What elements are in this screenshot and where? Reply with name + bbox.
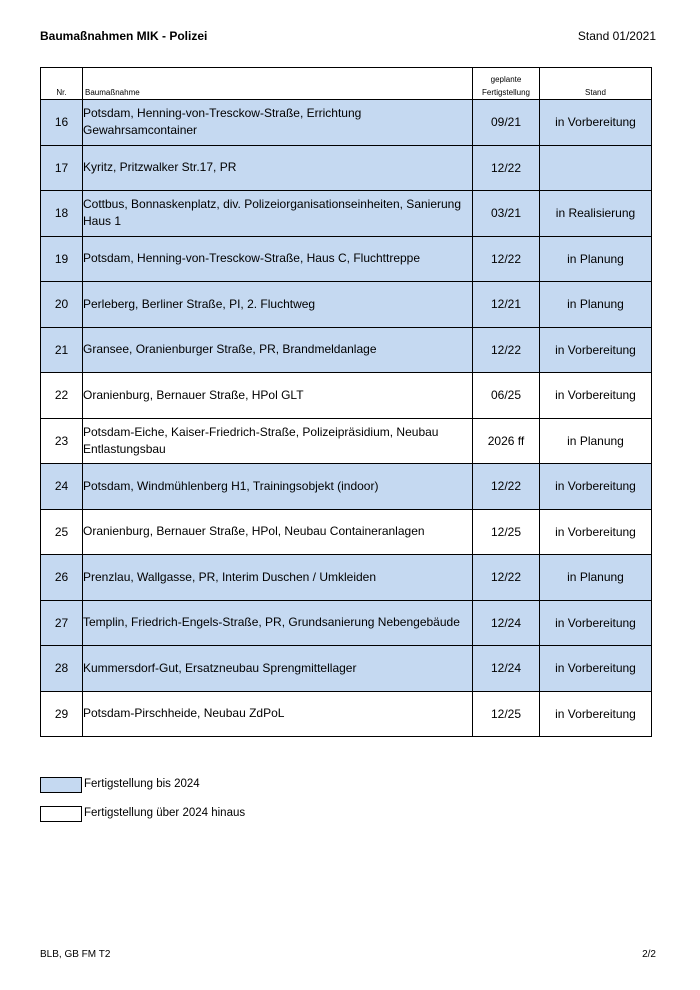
- row-name: Potsdam, Henning-von-Tresckow-Straße, Errichtung Gewahrsamcontainer: [83, 100, 473, 146]
- row-nr: 24: [41, 464, 83, 510]
- row-completion: 12/22: [473, 555, 540, 601]
- row-name: Gransee, Oranienburger Straße, PR, Brandmeldanlage: [83, 327, 473, 373]
- legend-swatch-white: [40, 806, 82, 822]
- table-body: [41, 100, 652, 737]
- row-status: in Vorbereitung: [540, 646, 652, 692]
- row-nr: 25: [41, 509, 83, 555]
- header-name: Baumaßnahme: [83, 68, 473, 100]
- row-completion: 09/21: [473, 100, 540, 146]
- row-completion: 12/22: [473, 145, 540, 191]
- table-row: [41, 327, 652, 373]
- row-status: in Vorbereitung: [540, 373, 652, 419]
- table-header-row: [41, 68, 652, 100]
- row-nr: 17: [41, 145, 83, 191]
- table-row: [41, 691, 652, 737]
- row-name: Potsdam, Henning-von-Tresckow-Straße, Haus C, Fluchttreppe: [83, 236, 473, 282]
- row-status: in Vorbereitung: [540, 509, 652, 555]
- row-completion: 03/21: [473, 191, 540, 237]
- legend-swatch-blue: [40, 777, 82, 793]
- row-nr: 29: [41, 691, 83, 737]
- header-nr: Nr.: [41, 68, 83, 100]
- row-completion: 12/22: [473, 464, 540, 510]
- row-status: in Planung: [540, 282, 652, 328]
- row-nr: 27: [41, 600, 83, 646]
- row-nr: 23: [41, 418, 83, 464]
- document-stand-date: Stand 01/2021: [577, 29, 656, 43]
- row-status: in Vorbereitung: [540, 327, 652, 373]
- footer-org: BLB, GB FM T2: [40, 949, 111, 960]
- table-row: [41, 464, 652, 510]
- table-row: [41, 191, 652, 237]
- table-row: [41, 100, 652, 146]
- row-status: in Vorbereitung: [540, 600, 652, 646]
- row-status: in Realisierung: [540, 191, 652, 237]
- row-status: in Vorbereitung: [540, 100, 652, 146]
- header-completion-line1: geplante: [490, 75, 522, 84]
- row-nr: 26: [41, 555, 83, 601]
- row-name: Oranienburg, Bernauer Straße, HPol GLT: [83, 373, 473, 419]
- row-completion: 12/24: [473, 600, 540, 646]
- row-status: in Vorbereitung: [540, 691, 652, 737]
- row-name: Perleberg, Berliner Straße, PI, 2. Fluchtweg: [83, 282, 473, 328]
- table-row: [41, 373, 652, 419]
- row-completion: 12/25: [473, 691, 540, 737]
- row-name: Templin, Friedrich-Engels-Straße, PR, Grundsanierung Nebengebäude: [83, 600, 473, 646]
- row-name: Potsdam, Windmühlenberg H1, Trainingsobjekt (indoor): [83, 464, 473, 510]
- row-nr: 22: [41, 373, 83, 419]
- row-nr: 19: [41, 236, 83, 282]
- table-row: [41, 555, 652, 601]
- measures-table: [40, 67, 652, 737]
- table-row: [41, 600, 652, 646]
- row-completion: 12/21: [473, 282, 540, 328]
- row-nr: 20: [41, 282, 83, 328]
- row-name: Kummersdorf-Gut, Ersatzneubau Sprengmittellager: [83, 646, 473, 692]
- row-status: [540, 145, 652, 191]
- table-row: [41, 509, 652, 555]
- row-nr: 28: [41, 646, 83, 692]
- legend-label-white: Fertigstellung über 2024 hinaus: [84, 807, 246, 819]
- row-nr: 21: [41, 327, 83, 373]
- row-nr: 18: [41, 191, 83, 237]
- row-completion: 12/22: [473, 236, 540, 282]
- legend-label-blue: Fertigstellung bis 2024: [84, 778, 200, 790]
- row-status: in Vorbereitung: [540, 464, 652, 510]
- table-row: [41, 236, 652, 282]
- row-completion: 12/22: [473, 327, 540, 373]
- row-name: Kyritz, Pritzwalker Str.17, PR: [83, 145, 473, 191]
- table-row: [41, 418, 652, 464]
- row-completion: 12/25: [473, 509, 540, 555]
- table-row: [41, 145, 652, 191]
- document-title: Baumaßnahmen MIK - Polizei: [40, 29, 208, 43]
- row-name: Oranienburg, Bernauer Straße, HPol, Neubau Containeranlagen: [83, 509, 473, 555]
- header-status: Stand: [540, 68, 652, 100]
- row-name: Cottbus, Bonnaskenplatz, div. Polizeiorganisationseinheiten, Sanierung Haus 1: [83, 191, 473, 237]
- row-name: Potsdam-Eiche, Kaiser-Friedrich-Straße, Polizeipräsidium, Neubau Entlastungsbau: [83, 418, 473, 464]
- row-name: Prenzlau, Wallgasse, PR, Interim Duschen / Umkleiden: [83, 555, 473, 601]
- header-completion-line2: Fertigstellung: [481, 88, 531, 97]
- row-completion: 12/24: [473, 646, 540, 692]
- row-status: in Planung: [540, 555, 652, 601]
- row-completion: 06/25: [473, 373, 540, 419]
- footer-page-number: 2/2: [642, 949, 656, 960]
- row-completion: 2026 ff: [473, 418, 540, 464]
- table-row: [41, 282, 652, 328]
- header-completion: [473, 68, 540, 100]
- row-status: in Planung: [540, 236, 652, 282]
- table-row: [41, 646, 652, 692]
- row-nr: 16: [41, 100, 83, 146]
- row-status: in Planung: [540, 418, 652, 464]
- row-name: Potsdam-Pirschheide, Neubau ZdPoL: [83, 691, 473, 737]
